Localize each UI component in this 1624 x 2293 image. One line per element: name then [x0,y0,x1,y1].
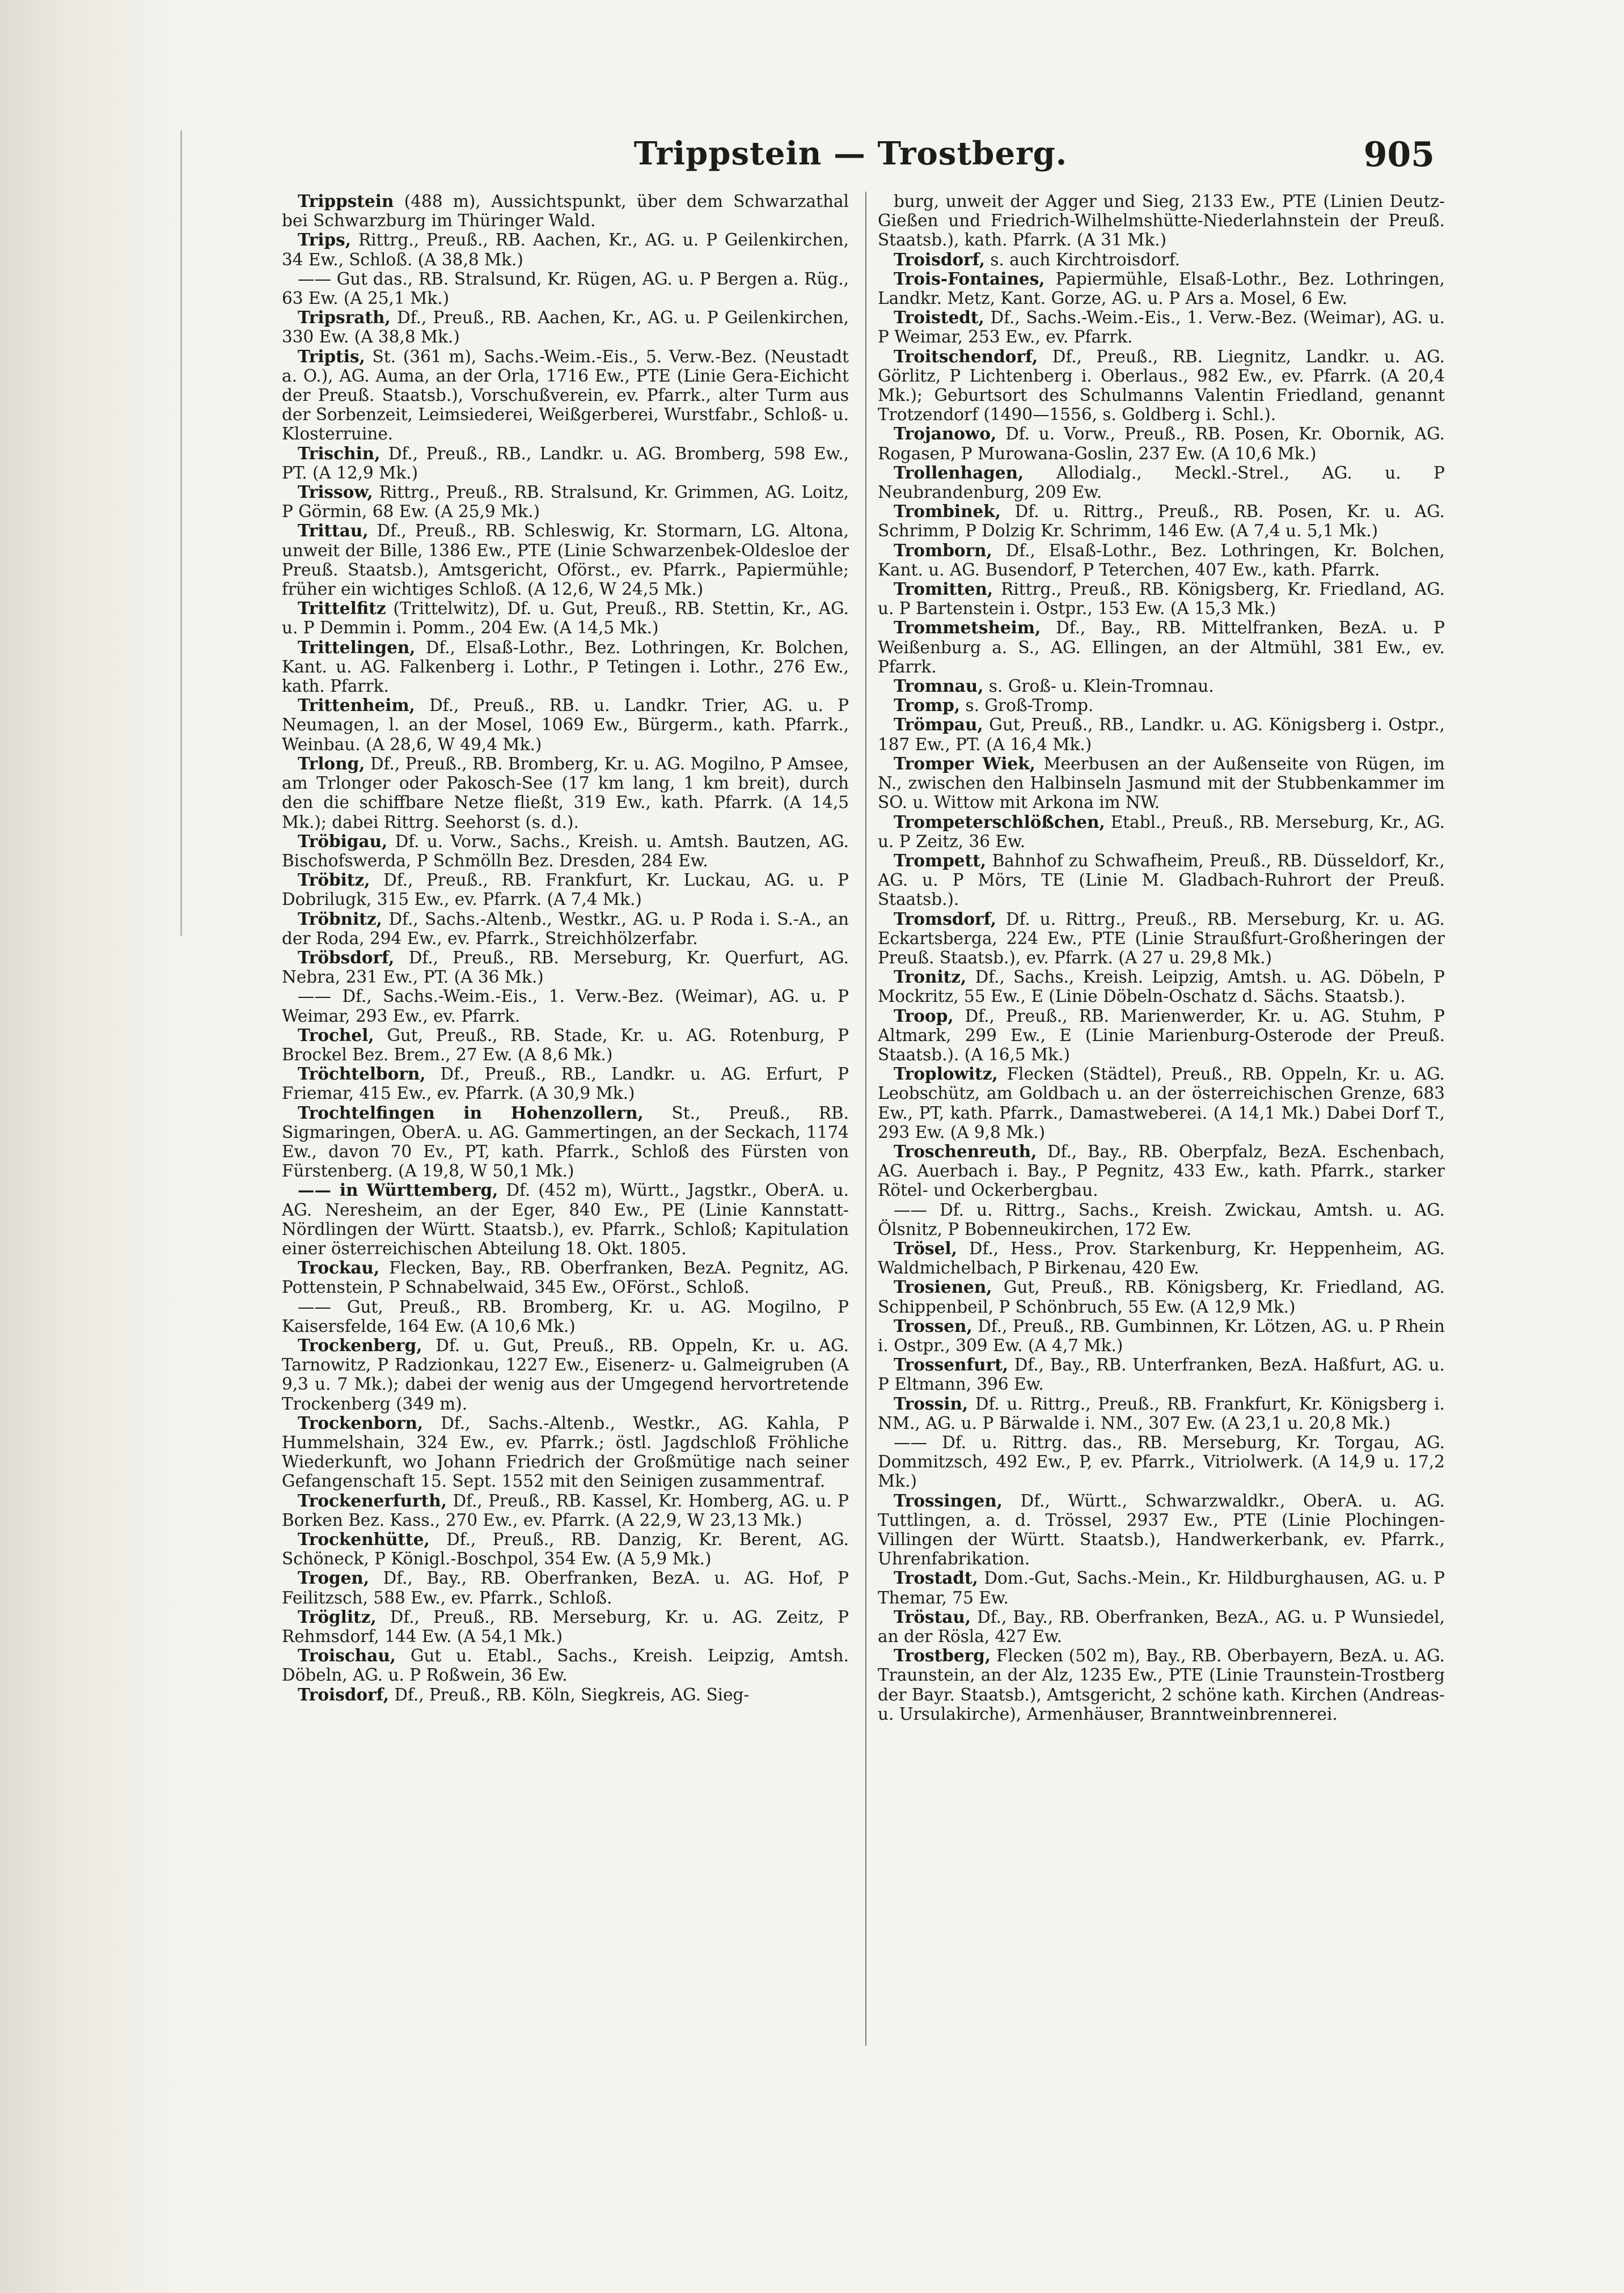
entry-headword: Tromsdorf, [894,908,997,929]
gazetteer-entry [878,424,1445,463]
entry-text: St., Preuß., RB. Sigmaringen, OberA. u. AG. Gammertingen, an der Seckach, 1174 Ew., davon 70 Ev., PT, kath. Pfarrk., Schloß des Fürsten von Fürstenberg. (A 19,8, W 50,1 Mk.) [282,1103,849,1181]
entry-text: —— Gut das., RB. Stralsund, Kr. Rügen, AG. u. P Bergen a. Rüg., 63 Ew. (A 25,1 Mk.) [282,269,849,308]
entry-headword: Trollenhagen, [894,462,1024,483]
entry-headword: Trittenheim, [298,695,415,716]
entry-text: Dom.-Gut, Sachs.-Mein., Kr. Hildburghausen, AG. u. P Themar, 75 Ew. [878,1568,1445,1607]
entry-headword: Triptis, [298,346,365,366]
gazetteer-entry [282,1685,849,1704]
gazetteer-entry [878,1433,1445,1491]
entry-text: Df. u. Rittrg., Preuß., RB. Frankfurt, Kr. Königsberg i. NM., AG. u. P Bärwalde i. NM., 307 Ew. (A 23,1 u. 20,8 Mk.) [878,1394,1445,1433]
entry-headword: Trockau, [298,1258,380,1278]
gazetteer-entry [878,618,1445,676]
entry-text: Rittrg., Preuß., RB. Stralsund, Kr. Grimmen, AG. Loitz, P Görmin, 68 Ew. (A 25,9 Mk.) [282,483,849,522]
entry-text: Gut, Preuß., RB. Stade, Kr. u. AG. Rotenburg, P Brockel Bez. Brem., 27 Ew. (A 8,6 Mk.) [282,1025,849,1064]
gazetteer-entry [878,813,1445,851]
entry-text: Df., Sachs.-Altenb., Westkr., AG. u. P Roda i. S.-A., an der Roda, 294 Ew., ev. Pfarrk., Streichhölzerfabr. [282,909,849,948]
gazetteer-entry [282,1530,849,1568]
gazetteer-entry [282,1026,849,1064]
entry-text: burg, unweit der Agger und Sieg, 2133 Ew., PTE (Linien Deutz-Gießen und Friedrich-Wilhelmshütte-Niederlahnstein der Preuß. Staatsb.), kath. Pfarrk. (A 31 Mk.) [878,192,1445,250]
entry-text: —— Df. u. Rittrg. das., RB. Merseburg, Kr. Torgau, AG. Dommitzsch, 492 Ew., P, ev. Pfarrk., Vitriolwerk. (A 14,9 u. 17,2 Mk.) [878,1433,1445,1491]
left-column [282,192,849,1704]
entry-headword: Trlong, [298,753,365,773]
gazetteer-entry [878,1200,1445,1239]
entry-headword: Trischin, [298,443,380,463]
gazetteer-entry [282,269,849,308]
entry-text: Allodialg., Meckl.-Strel., AG. u. P Neubrandenburg, 209 Ew. [878,463,1445,502]
gazetteer-entry [878,1355,1445,1394]
page-header [267,135,1435,186]
gazetteer-entry [282,1297,849,1336]
gazetteer-entry [878,579,1445,618]
entry-headword: Trombinek, [894,501,1001,522]
entry-text: Bahnhof zu Schwafheim, Preuß., RB. Düsseldorf, Kr., AG. u. P Mörs, TE (Linie M. Gladbach-Ruhrort der Preuß. Staatsb.). [878,851,1445,909]
running-title: Trippstein — Trostberg. [633,135,1068,172]
entry-text: —— Df. u. Rittrg., Sachs., Kreish. Zwickau, Amtsh. u. AG. Ölsnitz, P Bobenneukirchen, 172 Ew. [878,1200,1445,1239]
gazetteer-entry [878,308,1445,346]
entry-headword: Tromitten, [894,579,993,599]
entry-headword: Trosienen, [894,1277,992,1297]
gazetteer-entry [282,308,849,346]
entry-text: Df., Preuß., RB. Frankfurt, Kr. Luckau, AG. u. P Dobrilugk, 315 Ew., ev. Pfarrk. (A 7,4 Mk.) [282,870,849,909]
entry-text: Df., Sachs., Kreish. Leipzig, Amtsh. u. AG. Döbeln, P Mockritz, 55 Ew., E (Linie Döbeln-Oschatz d. Sächs. Staatsb.). [878,967,1445,1006]
gazetteer-entry [282,192,849,230]
gazetteer-entry [282,948,849,987]
gazetteer-entry [282,1491,849,1530]
entry-headword: Trochel, [298,1025,374,1045]
gazetteer-entry [878,851,1445,909]
gazetteer-entry [878,1239,1445,1277]
gazetteer-entry [878,541,1445,579]
entry-headword: Troop, [894,1005,954,1026]
entry-text: Df., Preuß., RB. Marienwerder, Kr. u. AG. Stuhm, P Altmark, 299 Ew., E (Linie Marienburg-Osterode der Preuß. Staatsb.). (A 16,5 Mk.) [878,1006,1445,1064]
gazetteer-entry [282,696,849,754]
entry-text: Df., Preuß., RB. Kassel, Kr. Homberg, AG. u. P Borken Bez. Kass., 270 Ew., ev. Pfarrk. (A 22,9, W 23,13 Mk.) [282,1491,849,1530]
entry-text: Df. u. Rittrg., Preuß., RB. Merseburg, Kr. u. AG. Eckartsberga, 224 Ew., PTE (Linie Straußfurt-Großheringen der Preuß. Staatsb.), ev. Pfarrk. (A 27 u. 29,8 Mk.) [878,909,1445,967]
gazetteer-entry [878,754,1445,813]
entry-headword: Tripsrath, [298,307,391,328]
gazetteer-entry [878,696,1445,715]
entry-headword: Trossenfurt, [894,1355,1009,1375]
entry-headword: Tröchtelborn, [298,1064,426,1084]
entry-text: Df., Preuß., RB. Merseburg, Kr. u. AG. Zeitz, P Rehmsdorf, 144 Ew. (A 54,1 Mk.) [282,1607,849,1647]
entry-text: (Trittelwitz), Df. u. Gut, Preuß., RB. Stettin, Kr., AG. u. P Demmin i. Pomm., 204 Ew. (A 14,5 Mk.) [282,599,849,638]
entry-headword: Troplowitz, [894,1064,998,1084]
entry-text: Df. u. Rittrg., Preuß., RB. Posen, Kr. u. AG. Schrimm, P Dolzig Kr. Schrimm, 146 Ew. (A 7,4 u. 5,1 Mk.) [878,502,1445,541]
gazetteer-entry [878,715,1445,754]
gazetteer-entry [282,347,849,444]
entry-headword: Trochtelfingen in Hohenzollern, [298,1102,644,1123]
gazetteer-entry [878,909,1445,968]
gazetteer-entry [878,1607,1445,1646]
gazetteer-entry [878,1394,1445,1433]
entry-text: Df., Preuß., RB. Gumbinnen, Kr. Lötzen, AG. u. P Rhein i. Ostpr., 309 Ew. (A 4,7 Mk.) [878,1316,1445,1355]
entry-text: —— Df., Sachs.-Weim.-Eis., 1. Verw.-Bez. (Weimar), AG. u. P Weimar, 293 Ew., ev. Pfarrk. [282,987,849,1026]
gazetteer-entry [282,483,849,521]
entry-headword: —— in Württemberg, [298,1180,498,1200]
entry-text: Df., Preuß., RB. Liegnitz, Landkr. u. AG. Görlitz, P Lichtenberg i. Oberlaus., 982 Ew., ev. Pfarrk. (A 20,4 Mk.); Geburtsort des Schulmanns Valentin Friedland, genannt Trotzendorf (1490—1556, s. Goldberg i. Schl.). [878,346,1445,425]
gazetteer-entry [282,599,849,637]
entry-headword: Troischau, [298,1645,396,1666]
entry-text: s. auch Kirchtroisdorf. [990,249,1181,269]
entry-headword: Trois-Fontaines, [894,268,1045,289]
entry-headword: Trömpau, [894,714,983,735]
gazetteer-entry [878,463,1445,502]
entry-headword: Tromnau, [894,676,984,696]
gazetteer-entry [282,1336,849,1414]
gazetteer-entry [878,676,1445,696]
entry-headword: Trockenberg, [298,1335,422,1355]
gazetteer-entry [878,1006,1445,1065]
entry-text: Df., Elsaß-Lothr., Bez. Lothringen, Kr. Bolchen, Kant. u. AG. Busendorf, P Teterchen, 407 Ew., kath. Pfarrk. [878,540,1445,579]
entry-headword: Tröbsdorf, [298,947,395,967]
entry-text: Df., Bay., RB. Oberpfalz, BezA. Eschenbach, AG. Auerbach i. Bay., P Pegnitz, 433 Ew., kath. Pfarrk., starker Rötel- und Ockerbergbau. [878,1141,1445,1200]
entry-headword: Trostberg, [894,1645,991,1666]
entry-text: Gut u. Etabl., Sachs., Kreish. Leipzig, Amtsh. Döbeln, AG. u. P Roßwein, 36 Ew. [282,1646,849,1685]
entry-headword: Tröstau, [894,1606,971,1627]
gazetteer-entry [282,1064,849,1103]
gazetteer-entry [878,269,1445,308]
entry-text: Flecken (Städtel), Preuß., RB. Oppeln, Kr. u. AG. Leobschütz, am Goldbach u. an der österreichischen Grenze, 683 Ew., PT, kath. Pfarrk., Damastweberei. (A 14,1 Mk.) Dabei Dorf T., 293 Ew. (A 9,8 Mk.) [878,1064,1445,1142]
entry-headword: Troitschendorf, [894,346,1038,366]
entry-headword: Trompeterschlößchen, [894,811,1105,832]
entry-headword: Troistedt, [894,307,984,328]
entry-headword: Trittau, [298,521,369,541]
entry-headword: Trips, [298,230,352,250]
gazetteer-entry [282,1181,849,1258]
entry-text: Etabl., Preuß., RB. Merseburg, Kr., AG. u. P Zeitz, 36 Ew. [878,812,1445,851]
entry-headword: Tromborn, [894,540,992,560]
entry-text: Df., Bay., RB. Unterfranken, BezA. Haßfurt, AG. u. P Eltmann, 396 Ew. [878,1355,1445,1394]
entry-headword: Trossin, [894,1393,969,1414]
entry-headword: Tröglitz, [298,1606,377,1627]
entry-text: Df. u. Vorw., Preuß., RB. Posen, Kr. Obornik, AG. Rogasen, P Murowana-Goslin, 237 Ew. (A 10,6 Mk.) [878,424,1445,463]
gazetteer-entry [878,192,1445,250]
gazetteer-entry [878,502,1445,540]
binding-edge-line [180,130,182,936]
gazetteer-entry [282,754,849,832]
gazetteer-entry [282,1646,849,1685]
gazetteer-entry [878,967,1445,1006]
right-column [878,192,1445,1724]
gazetteer-entry [282,909,849,948]
entry-text: Df., Preuß., RB., Landkr. u. AG. Bromberg, 598 Ew., PT. (A 12,9 Mk.) [282,443,849,483]
gazetteer-entry [878,1646,1445,1724]
entry-text: Flecken (502 m), Bay., RB. Oberbayern, BezA. u. AG. Traunstein, an der Alz, 1235 Ew., PTE (Linie Traunstein-Trostberg der Bayr. Staatsb.), Amtsgericht, 2 schöne kath. Kirchen (Andreas- u. Ursulakirche), Armenhäuser, Branntweinbrennerei. [878,1646,1445,1724]
gazetteer-entry [282,638,849,696]
entry-text: Df., Preuß., RB. Bromberg, Kr. u. AG. Mogilno, P Amsee, am Trlonger oder Pakosch-See (17 km lang, 1 km breit), durch den die schiffbare Netze fließt, 319 Ew., kath. Pfarrk. (A 14,5 Mk.); dabei Rittrg. Seehorst (s. d.). [282,754,849,832]
entry-headword: Trogen, [298,1568,370,1588]
entry-headword: Trösel, [894,1238,957,1258]
entry-text: Meerbusen an der Außenseite von Rügen, im N., zwischen den Halbinseln Jasmund mit der Stubbenkammer im SO. u. Wittow mit Arkona im NW. [878,754,1445,813]
entry-text: Gut, Preuß., RB., Landkr. u. AG. Königsberg i. Ostpr., 187 Ew., PT. (A 16,4 Mk.) [878,715,1445,754]
column-divider [865,192,866,2046]
gazetteer-entry [282,832,849,870]
entry-text: (488 m), Aussichtspunkt, über dem Schwarzathal bei Schwarzburg im Thüringer Wald. [282,192,849,231]
entry-headword: Trossen, [894,1315,972,1336]
entry-text: Df., Preuß., RB. u. Landkr. Trier, AG. u. P Neumagen, l. an der Mosel, 1069 Ew., Bürgerm., kath. Pfarrk., Weinbau. (A 28,6, W 49,4 Mk.) [282,696,849,754]
entry-text: Df., Sachs.-Weim.-Eis., 1. Verw.-Bez. (Weimar), AG. u. P Weimar, 253 Ew., ev. Pfarrk. [878,308,1445,347]
entry-text: s. Groß- u. Klein-Tromnau. [988,676,1214,696]
entry-headword: Trompett, [894,850,987,870]
entry-headword: Trockenhütte, [298,1529,430,1550]
entry-headword: Trissow, [298,482,373,502]
gazetteer-entry [282,987,849,1025]
binding-gutter [0,0,193,2293]
entry-text: Papiermühle, Elsaß-Lothr., Bez. Lothringen, Landkr. Metz, Kant. Gorze, AG. u. P Ars a. Mosel, 6 Ew. [878,269,1445,308]
gazetteer-entry [878,250,1445,269]
entry-headword: Trittelfitz [298,598,386,619]
entry-text: Df. u. Vorw., Sachs., Kreish. u. Amtsh. Bautzen, AG. Bischofswerda, P Schmölln Bez. Dresden, 284 Ew. [282,831,849,870]
entry-headword: Tronitz, [894,967,967,987]
entry-text: Df., Preuß., RB. Merseburg, Kr. Querfurt, AG. Nebra, 231 Ew., PT. (A 36 Mk.) [282,947,849,987]
entry-text: Df. (452 m), Württ., Jagstkr., OberA. u. AG. Neresheim, an der Eger, 840 Ew., PE (Linie Kannstatt-Nördlingen der Württ. Staatsb.), ev. Pfarrk., Schloß; Kapitulation einer österreichischen Abteilung 18. Okt. 1805. [282,1181,849,1258]
entry-headword: Tromp, [894,695,961,716]
gazetteer-entry [282,870,849,909]
entry-text: Rittrg., Preuß., RB. Königsberg, Kr. Friedland, AG. u. P Bartenstein i. Ostpr., 153 Ew. (A 15,3 Mk.) [878,579,1445,619]
gazetteer-entry [282,1258,849,1297]
entry-text: Df., Sachs.-Altenb., Westkr., AG. Kahla, P Hummelshain, 324 Ew., ev. Pfarrk.; östl. Jagdschloß Fröhliche Wiederkunft, wo Johann Friedrich der Großmütige nach seiner Gefangenschaft 15. Sept. 1552 mit den Seinigen zusammentraf. [282,1413,849,1491]
gazetteer-entry [282,1414,849,1491]
gazetteer-entry [282,1607,849,1646]
gazetteer-entry [878,1568,1445,1607]
gazetteer-entry [282,1103,849,1181]
entry-headword: Tröbnitz, [298,908,382,929]
entry-text: Df., Bay., RB. Oberfranken, BezA., AG. u. P Wunsiedel, an der Rösla, 427 Ew. [878,1607,1445,1647]
entry-text: Gut, Preuß., RB. Königsberg, Kr. Friedland, AG. Schippenbeil, P Schönbruch, 55 Ew. (A 12,9 Mk.) [878,1277,1445,1317]
gazetteer-entry [878,1317,1445,1355]
entry-text: Df., Elsaß-Lothr., Bez. Lothringen, Kr. Bolchen, Kant. u. AG. Falkenberg i. Lothr., P Tetingen i. Lothr., 276 Ew., kath. Pfarrk. [282,637,849,696]
entry-text: Flecken, Bay., RB. Oberfranken, BezA. Pegnitz, AG. Pottenstein, P Schnabelwaid, 345 Ew., OFörst., Schloß. [282,1258,849,1297]
entry-headword: Tröbitz, [298,870,370,890]
entry-text: Df., Bay., RB. Mittelfranken, BezA. u. P Weißenburg a. S., AG. Ellingen, an der Altmühl, 381 Ew., ev. Pfarrk. [878,618,1445,676]
entry-text: Df., Preuß., RB. Köln, Siegkreis, AG. Sieg- [394,1685,750,1704]
entry-text: Df., Preuß., RB. Danzig, Kr. Berent, AG. Schöneck, P Königl.-Boschpol, 354 Ew. (A 5,9 Mk.) [282,1530,849,1569]
entry-headword: Trommetsheim, [894,617,1041,638]
entry-text: Df., Preuß., RB. Schleswig, Kr. Stormarn, LG. Altona, unweit der Bille, 1386 Ew., PTE (Linie Schwarzenbek-Oldesloe der Preuß. Staatsb.), Amtsgericht, Oförst., ev. Pfarrk., Papiermühle; früher ein wichtiges Schloß. (A 12,6, W 24,5 Mk.) [282,521,849,599]
gazetteer-entry [282,444,849,483]
gazetteer-entry [878,1491,1445,1569]
gazetteer-entry [878,1277,1445,1316]
entry-text: Df., Hess., Prov. Starkenburg, Kr. Heppenheim, AG. Waldmichelbach, P Birkenau, 420 Ew. [878,1238,1445,1278]
entry-text: Df. u. Gut, Preuß., RB. Oppeln, Kr. u. AG. Tarnowitz, P Radzionkau, 1227 Ew., Eisenerz- u. Galmeigruben (A 9,3 u. 7 Mk.); dabei der wenig aus der Umgegend hervortretende Trockenberg (349 m). [282,1335,849,1414]
entry-text: —— Gut, Preuß., RB. Bromberg, Kr. u. AG. Mogilno, P Kaisersfelde, 164 Ew. (A 10,6 Mk.) [282,1297,849,1336]
gazetteer-entry [282,1568,849,1607]
entry-headword: Trossingen, [894,1490,1003,1511]
entry-headword: Tröbigau, [298,831,388,851]
gazetteer-entry [282,230,849,269]
entry-headword: Trockenerfurth, [298,1490,447,1511]
entry-headword: Tromper Wiek, [894,753,1035,773]
entry-text: Df., Bay., RB. Oberfranken, BezA. u. AG. Hof, P Feilitzsch, 588 Ew., ev. Pfarrk., Schloß. [282,1568,849,1607]
entry-headword: Trippstein [298,191,394,211]
entry-text: St. (361 m), Sachs.-Weim.-Eis., 5. Verw.-Bez. (Neustadt a. O.), AG. Auma, an der Orla, 1716 Ew., PTE (Linie Gera-Eichicht der Preuß. Staatsb.), Vorschußverein, ev. Pfarrk., alter Turm aus der Sorbenzeit, Leimsiederei, Weißgerberei, Wurstfabr., Schloß- u. Klosterruine. [282,346,849,444]
entry-headword: Troisdorf, [298,1684,389,1704]
gazetteer-entry [878,1142,1445,1200]
entry-text: Df., Württ., Schwarzwaldkr., OberA. u. AG. Tuttlingen, a. d. Trössel, 2937 Ew., PTE (Linie Plochingen-Villingen der Württ. Staatsb.), Handwerkerbank, ev. Pfarrk., Uhrenfabrikation. [878,1491,1445,1569]
gazetteer-entry [878,347,1445,425]
entry-headword: Troschenreuth, [894,1141,1037,1161]
entry-text: Df., Preuß., RB., Landkr. u. AG. Erfurt, P Friemar, 415 Ew., ev. Pfarrk. (A 30,9 Mk.) [282,1064,849,1103]
gazetteer-entry [282,521,849,599]
entry-headword: Trockenborn, [298,1412,424,1433]
gazetteer-entry [878,1064,1445,1142]
entry-headword: Trostadt, [894,1568,978,1588]
entry-text: Rittrg., Preuß., RB. Aachen, Kr., AG. u. P Geilenkirchen, 34 Ew., Schloß. (A 38,8 Mk.) [282,230,849,269]
entry-headword: Troisdorf, [894,249,985,269]
entry-headword: Trittelingen, [298,637,416,657]
entry-text: Df., Preuß., RB. Aachen, Kr., AG. u. P Geilenkirchen, 330 Ew. (A 38,8 Mk.) [282,308,849,347]
page-number: 905 [1363,135,1435,175]
entry-headword: Trojanowo, [894,424,997,444]
entry-text: s. Groß-Tromp. [965,696,1094,716]
